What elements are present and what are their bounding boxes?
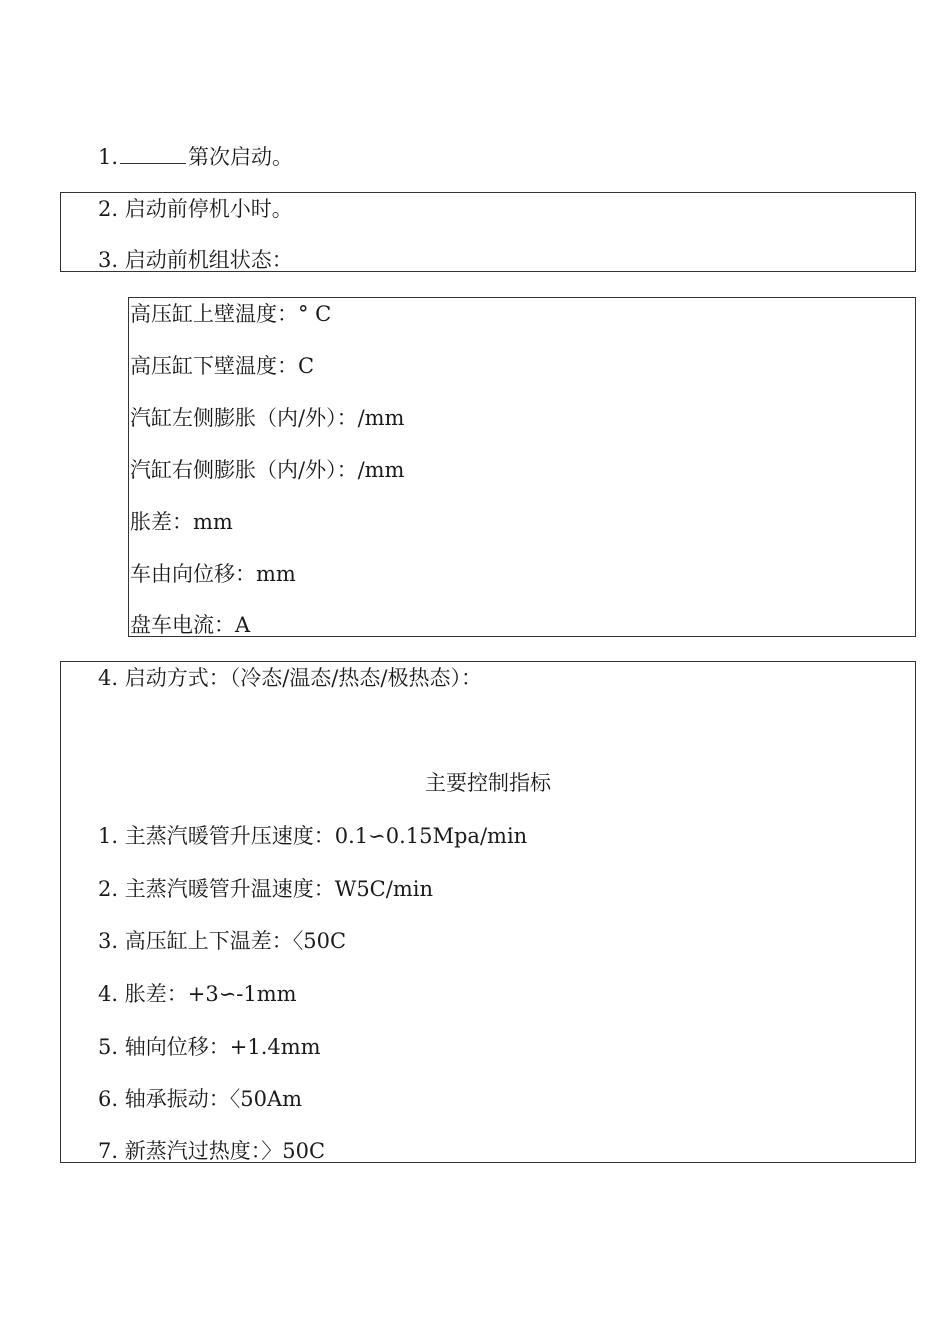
fill-in-blank xyxy=(120,143,186,164)
status-diff-expansion: 胀差：mm xyxy=(130,510,233,534)
indicator-3-number: 3. xyxy=(98,929,119,953)
item-4-number: 4. xyxy=(98,666,119,690)
indicator-4 xyxy=(98,980,297,1008)
item-2-text: 启动前停机小时。 xyxy=(124,197,293,221)
indicator-5-text: 轴向位移：+1.4mm xyxy=(124,1035,321,1059)
item-4 xyxy=(98,664,482,692)
item-1 xyxy=(98,143,293,171)
indicator-7-number: 7. xyxy=(98,1139,119,1163)
item-3-text: 启动前机组状态： xyxy=(124,248,293,272)
indicator-6-text: 轴承振动：〈50Am xyxy=(124,1087,303,1111)
item-3-number: 3. xyxy=(98,248,119,272)
indicator-1-number: 1. xyxy=(98,824,119,848)
indicator-2-text: 主蒸汽暖管升温速度：W5C/min xyxy=(124,877,433,901)
status-axial-displacement: 车由向位移：mm xyxy=(130,562,296,586)
status-left-expansion: 汽缸左侧膨胀（内/外）：/mm xyxy=(130,406,405,430)
indicator-7-text: 新蒸汽过热度：〉50C xyxy=(124,1139,326,1163)
indicator-1 xyxy=(98,822,527,850)
status-hp-upper-temp: 高压缸上壁温度：° C xyxy=(130,302,332,326)
indicator-6 xyxy=(98,1085,302,1113)
indicator-5 xyxy=(98,1033,321,1061)
item-1-number: 1. xyxy=(98,145,119,169)
indicator-3-text: 高压缸上下温差：〈50C xyxy=(124,929,347,953)
item-4-text: 启动方式：（冷态/温态/热态/极热态）： xyxy=(124,666,482,690)
item-1-text: 第次启动。 xyxy=(188,145,294,169)
indicators-title: 主要控制指标 xyxy=(425,771,551,795)
indicator-3 xyxy=(98,927,346,955)
indicator-4-text: 胀差：+3∽-1mm xyxy=(124,982,297,1006)
indicator-5-number: 5. xyxy=(98,1035,119,1059)
status-right-expansion: 汽缸右侧膨胀（内/外）：/mm xyxy=(130,458,405,482)
indicator-4-number: 4. xyxy=(98,982,119,1006)
indicator-1-text: 主蒸汽暖管升压速度：0.1∽0.15Mpa/min xyxy=(124,824,528,848)
item-3 xyxy=(98,246,293,274)
item-2-number: 2. xyxy=(98,197,119,221)
indicator-7 xyxy=(98,1137,325,1165)
indicator-2-number: 2. xyxy=(98,877,119,901)
status-hp-lower-temp: 高压缸下壁温度：C xyxy=(130,354,315,378)
status-turning-current: 盘车电流：A xyxy=(130,613,251,637)
item-2 xyxy=(98,195,293,223)
indicator-2 xyxy=(98,875,433,903)
indicator-6-number: 6. xyxy=(98,1087,119,1111)
